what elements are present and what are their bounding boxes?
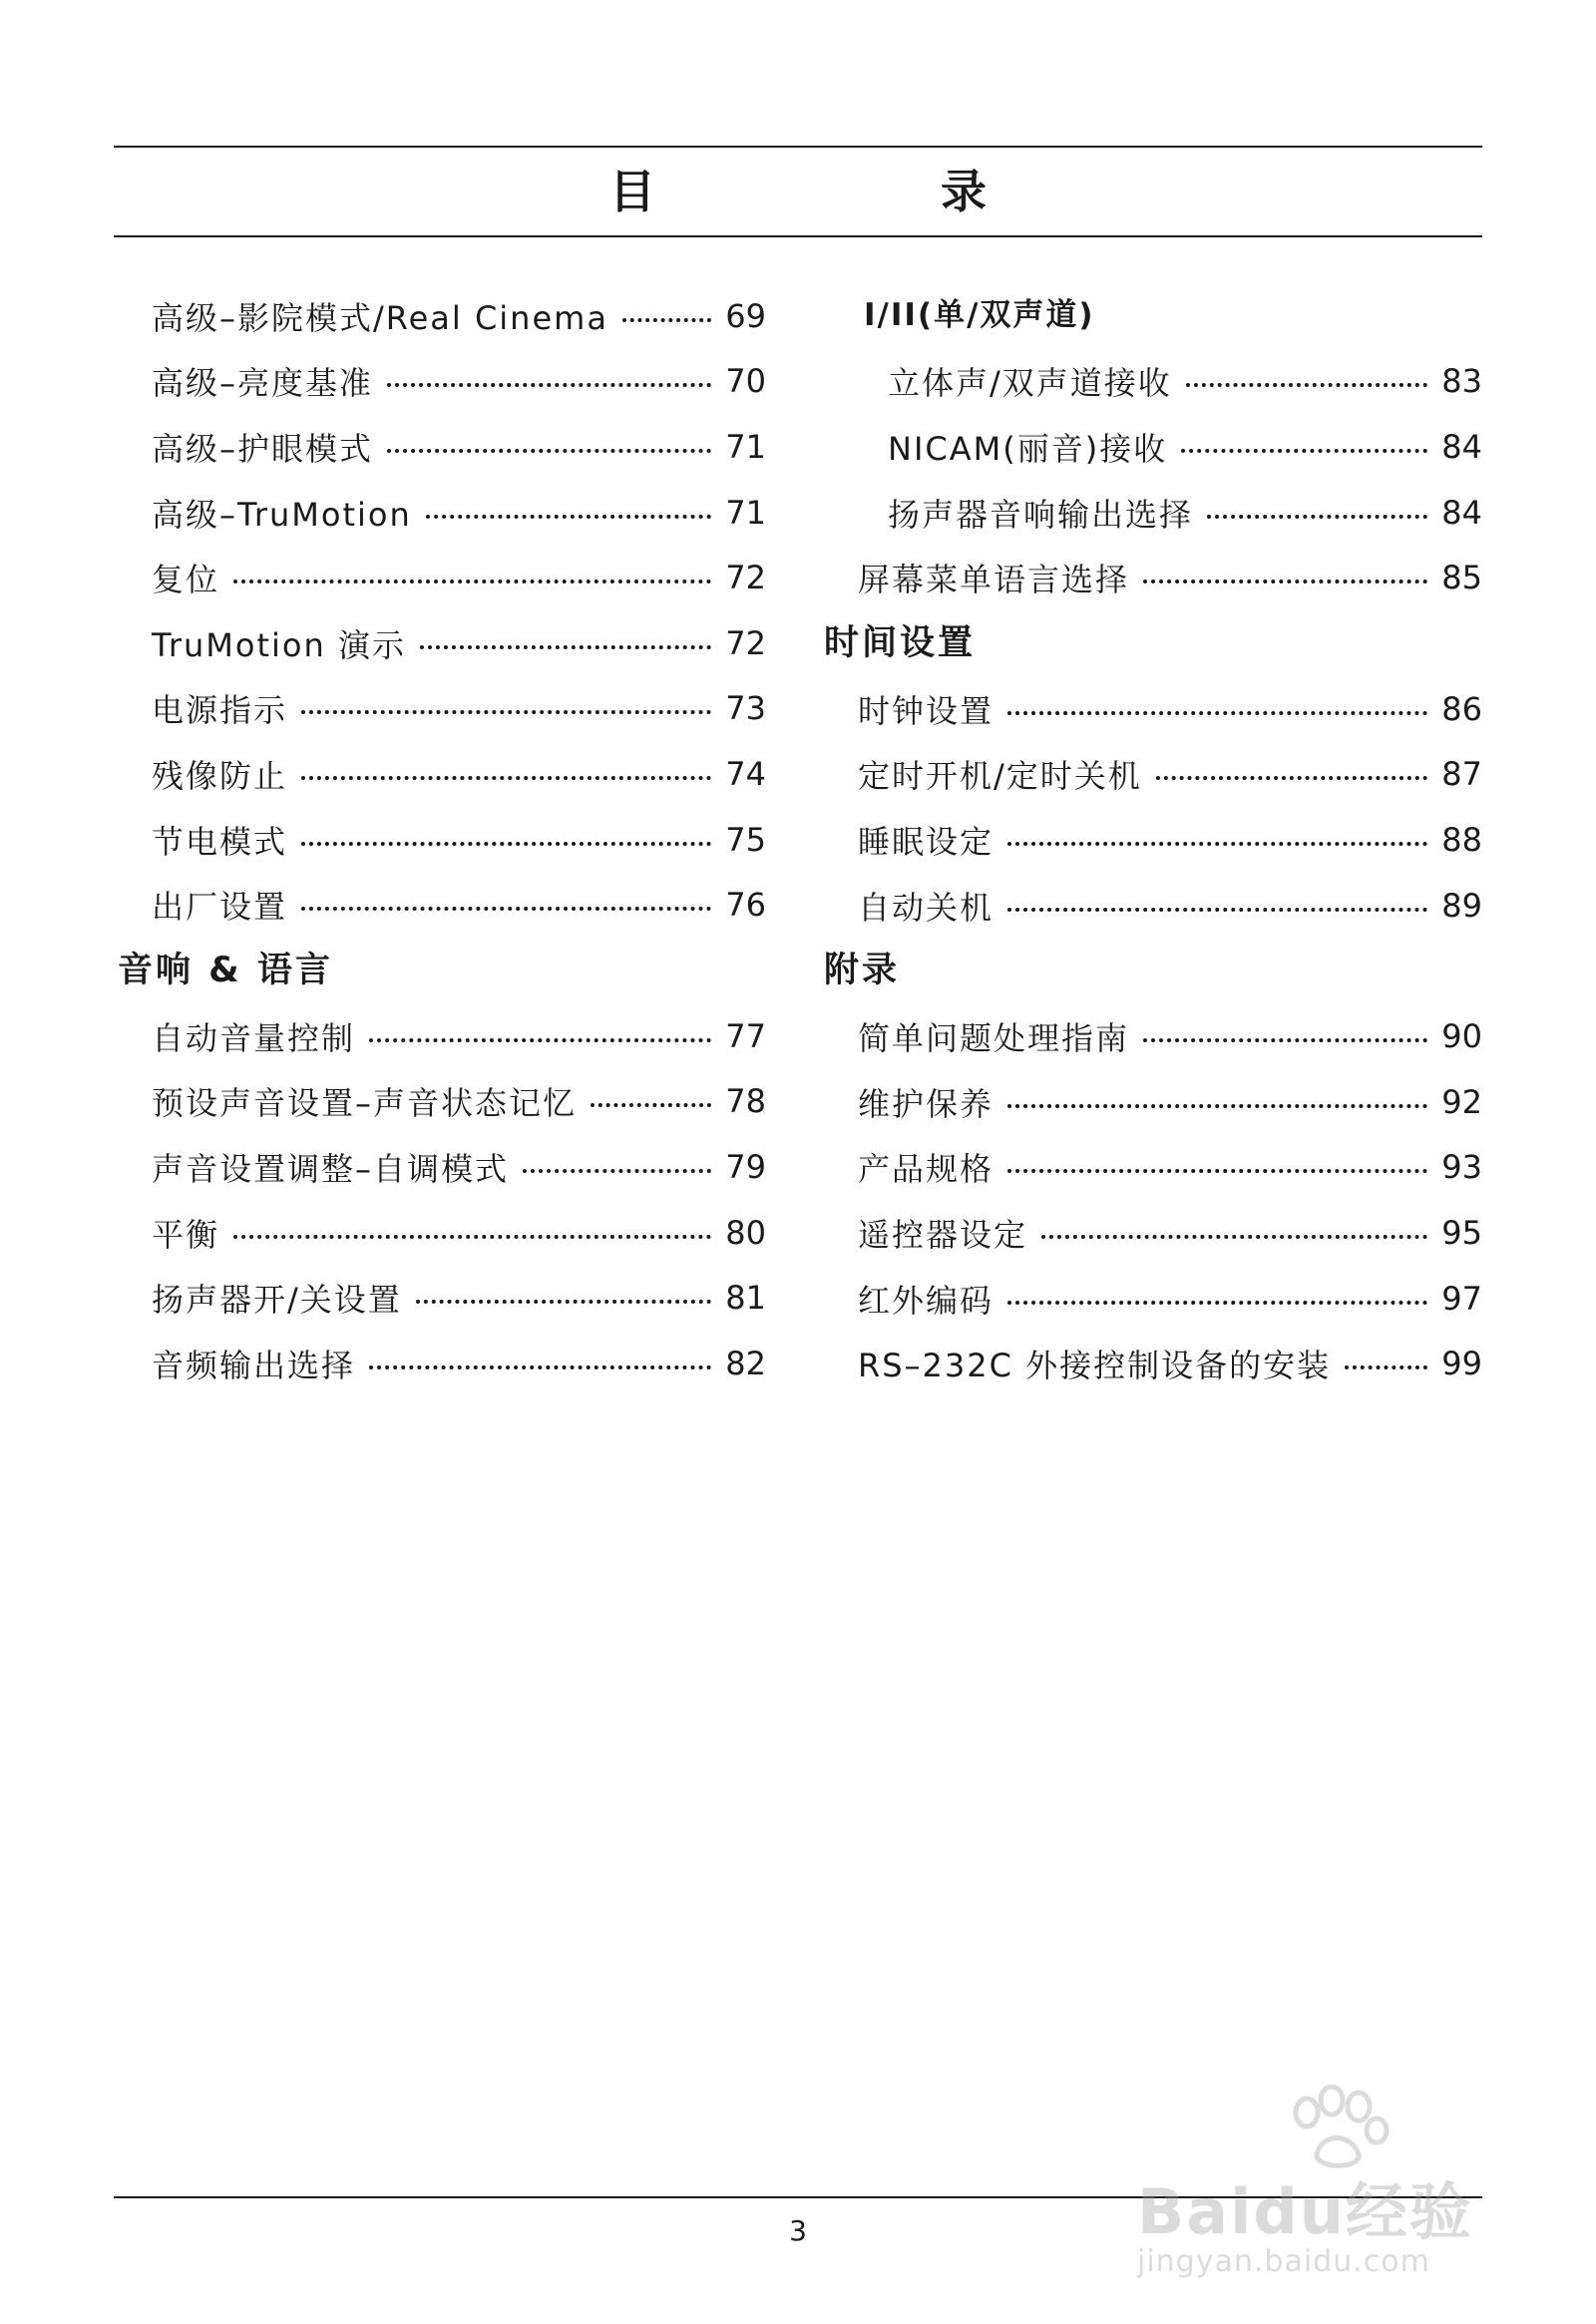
toc-entry[interactable] (824, 1069, 1482, 1135)
toc-entry[interactable] (824, 480, 1482, 546)
toc-entry-label: 平衡 (152, 1215, 220, 1254)
toc-entry[interactable] (824, 1003, 1482, 1069)
dot-leader (301, 776, 711, 780)
dot-leader (523, 1169, 711, 1173)
toc-entry-label: 预设声音设置–声音状态记忆 (152, 1084, 578, 1123)
section-heading: 附录 (824, 951, 901, 991)
toc-entry-label: 节电模式 (152, 822, 288, 861)
dot-leader (301, 842, 711, 846)
toc-entry-page: 71 (725, 427, 766, 466)
toc-entry-label: 高级–影院模式/Real Cinema (152, 298, 608, 337)
toc-entry[interactable] (824, 1266, 1482, 1332)
toc-entry[interactable] (118, 807, 766, 873)
toc-entry-page: 99 (1441, 1345, 1482, 1383)
dot-leader (1007, 908, 1427, 912)
toc-entry-label: 扬声器开/关设置 (152, 1281, 402, 1320)
toc-entry-label: 复位 (152, 561, 220, 599)
toc-entry-label: TruMotion 演示 (152, 625, 406, 664)
toc-entry-page: 71 (725, 493, 766, 532)
toc-entry-page: 77 (725, 1016, 766, 1055)
toc-entry[interactable] (824, 414, 1482, 480)
toc-entry[interactable] (118, 741, 766, 807)
toc-entry-page: 93 (1441, 1148, 1482, 1187)
dot-leader (622, 318, 711, 322)
toc-entry-page: 88 (1441, 820, 1482, 859)
toc-entry[interactable] (118, 1003, 766, 1069)
toc-entry-page: 92 (1441, 1082, 1482, 1121)
dot-leader (233, 580, 711, 583)
toc-entry[interactable] (118, 480, 766, 546)
subsection-heading: I/II(单/双声道) (864, 297, 1095, 333)
toc-entry-label: 音频输出选择 (152, 1346, 356, 1384)
dot-leader (1041, 1235, 1427, 1239)
toc-entry[interactable] (118, 872, 766, 938)
toc-entry-label: RS–232C 外接控制设备的安装 (858, 1347, 1332, 1385)
toc-entry-page: 97 (1441, 1279, 1482, 1318)
toc-entry-page: 74 (725, 754, 766, 793)
toc-entry-label: 睡眠设定 (858, 822, 995, 861)
dot-leader (1181, 449, 1427, 453)
dot-leader (387, 449, 711, 453)
dot-leader (591, 1103, 711, 1107)
toc-entry-page: 85 (1441, 559, 1482, 597)
toc-entry-label: 高级–TruMotion (152, 495, 412, 534)
toc-entry[interactable] (118, 1069, 766, 1135)
toc-entry[interactable] (824, 742, 1482, 808)
baidu-watermark (1127, 2085, 1506, 2294)
toc-entry-page: 86 (1441, 689, 1482, 728)
toc-entry-page: 70 (725, 362, 766, 401)
paw-logo-icon (1277, 2085, 1396, 2174)
toc-entry-label: 自动音量控制 (152, 1018, 356, 1057)
toc-entry-page: 73 (725, 689, 766, 728)
toc-entry-label: 高级–护眼模式 (152, 429, 374, 468)
toc-entry[interactable] (824, 676, 1482, 742)
toc-entry-page: 83 (1441, 362, 1482, 401)
dot-leader (369, 1038, 711, 1042)
toc-entry-label: 残像防止 (152, 756, 288, 795)
section-heading: 音响 & 语言 (118, 950, 333, 990)
dot-leader (426, 515, 712, 519)
dot-leader (420, 645, 711, 649)
toc-entry-page: 76 (725, 886, 766, 925)
toc-entry-label: 时钟设置 (858, 691, 995, 730)
page-title: 目 录 (609, 165, 1106, 218)
dot-leader (1007, 1104, 1427, 1108)
dot-leader (1207, 515, 1427, 519)
toc-entry-label: NICAM(丽音)接收 (888, 429, 1168, 468)
toc-entry[interactable] (118, 414, 766, 480)
toc-entry-label: 红外编码 (858, 1281, 995, 1320)
dot-leader (1007, 1169, 1427, 1173)
toc-entry[interactable] (824, 1135, 1482, 1201)
toc-entry-page: 87 (1441, 755, 1482, 794)
toc-entry[interactable] (118, 1134, 766, 1200)
toc-entry-label: 产品规格 (858, 1150, 995, 1189)
toc-entry[interactable] (824, 545, 1482, 610)
toc-entry-label: 声音设置调整–自调模式 (152, 1149, 510, 1188)
dot-leader (1186, 383, 1427, 387)
toc-entry[interactable] (118, 283, 766, 349)
toc-entry[interactable] (824, 349, 1482, 415)
toc-entry-label: 出厂设置 (152, 888, 288, 927)
toc-entry-page: 84 (1441, 427, 1482, 466)
toc-entry-label: 定时开机/定时关机 (858, 757, 1142, 796)
toc-entry-page: 81 (725, 1279, 766, 1318)
toc-entry-page: 80 (725, 1213, 766, 1252)
toc-entry[interactable] (118, 1331, 766, 1396)
toc-entry-page: 90 (1441, 1017, 1482, 1056)
dot-leader (1007, 1301, 1427, 1305)
toc-entry-page: 72 (725, 623, 766, 662)
toc-entry[interactable] (118, 349, 766, 415)
toc-entry[interactable] (824, 1200, 1482, 1266)
dot-leader (1345, 1365, 1427, 1369)
dot-leader (1156, 776, 1427, 780)
toc-left-column (118, 283, 766, 1396)
toc-entry[interactable] (824, 873, 1482, 939)
toc-entry-page: 75 (725, 820, 766, 859)
toc-entry-label: 高级–亮度基准 (152, 364, 374, 403)
toc-right-column (824, 283, 1482, 1396)
page-number: 3 (789, 2214, 807, 2247)
toc-entry-label: 自动关机 (858, 888, 995, 927)
toc-entry[interactable] (118, 610, 766, 676)
dot-leader (416, 1300, 711, 1304)
toc-entry-label: 扬声器音响输出选择 (888, 495, 1194, 534)
toc-entry-label: 遥控器设定 (858, 1215, 1028, 1254)
dot-leader (1143, 1038, 1427, 1042)
header-rule-bottom (114, 235, 1482, 237)
toc-entry[interactable] (118, 545, 766, 610)
dot-leader (387, 383, 711, 387)
section-heading: 时间设置 (824, 622, 977, 663)
toc-entry[interactable] (118, 1265, 766, 1331)
toc-entry-label: 立体声/双声道接收 (888, 364, 1172, 403)
toc-entry-label: 屏幕菜单语言选择 (858, 561, 1130, 599)
toc-entry-label: 电源指示 (152, 691, 288, 730)
toc-entry-page: 72 (725, 559, 766, 597)
dot-leader (301, 710, 711, 714)
dot-leader (1007, 842, 1427, 846)
toc-entry-page: 95 (1441, 1213, 1482, 1252)
dot-leader (301, 907, 711, 911)
dot-leader (233, 1235, 711, 1239)
toc-entry-label: 维护保养 (858, 1084, 995, 1123)
header-rule-top (114, 146, 1482, 148)
watermark-brand: Baidu经验 (1137, 2175, 1473, 2248)
toc-entry-page: 84 (1441, 493, 1482, 532)
dot-leader (1007, 711, 1427, 715)
dot-leader (1143, 580, 1427, 583)
toc-entry-page: 69 (725, 296, 766, 335)
toc-entry-page: 82 (725, 1344, 766, 1382)
dot-leader (369, 1365, 711, 1369)
toc-entry-page: 78 (725, 1082, 766, 1121)
toc-entry-page: 89 (1441, 886, 1482, 925)
watermark-url: jingyan.baidu.com (1137, 2244, 1430, 2279)
toc-entry[interactable] (824, 807, 1482, 873)
toc-entry-page: 79 (725, 1147, 766, 1186)
toc-entry[interactable] (118, 676, 766, 742)
toc-entry[interactable] (824, 1331, 1482, 1396)
toc-entry-label: 简单问题处理指南 (858, 1019, 1130, 1058)
toc-entry[interactable] (118, 1200, 766, 1266)
